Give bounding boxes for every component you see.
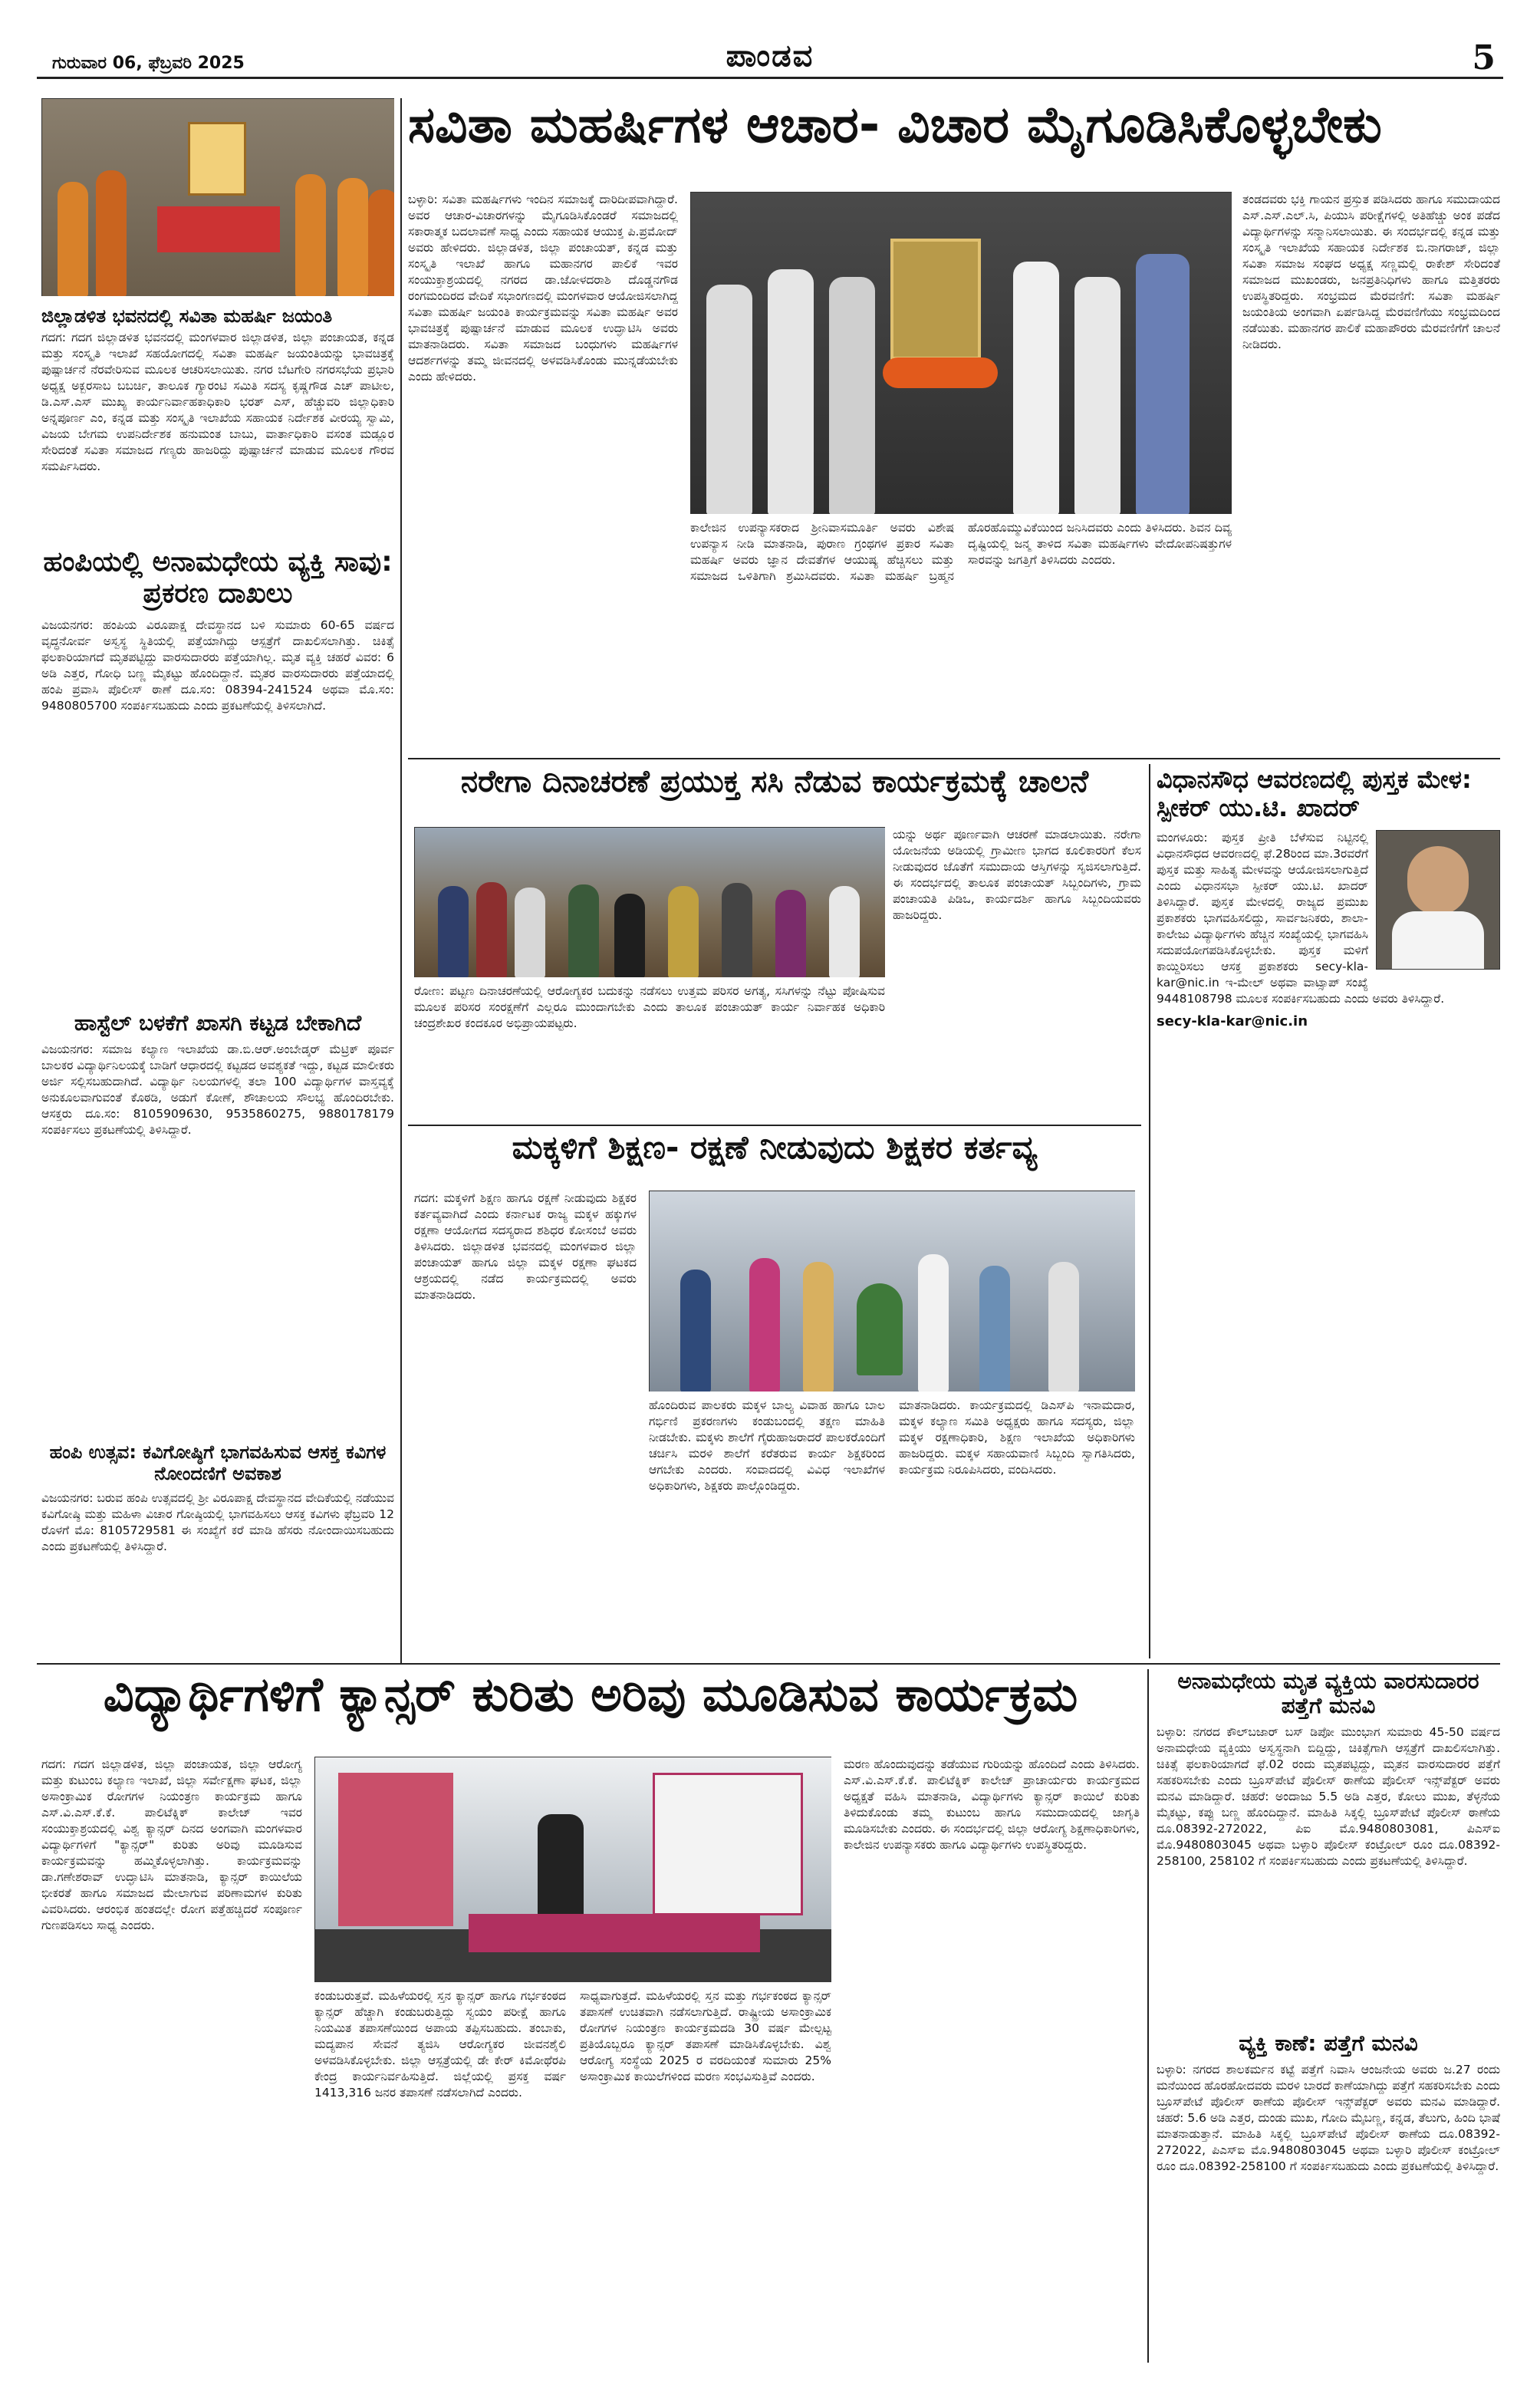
cancer-col-ab bbox=[314, 1988, 831, 2363]
story-body-col2: ಹೊಂದಿರುವ ಪಾಲಕರು ಮಕ್ಕಳ ಬಾಲ್ಯ ವಿವಾಹ ಹಾಗೂ ಬಾಲ ಗರ್ಭಿಣಿ ಪ್ರಕರಣಗಳು ಕಂಡುಬಂದಲ್ಲಿ ತಕ್ಷಣ ಮಾಹಿತಿ ನೀಡಬೇಕು. ಮಕ್ಕಳು ಶಾಲೆಗೆ ಗೈರುಹಾಜರಾದರೆ ಪಾಲಕರೊಂದಿಗೆ ಚರ್ಚಿಸಿ ಮರಳಿ ಶಾಲೆಗೆ ಕರೆತರುವ ಕಾರ್ಯ ಶಿಕ್ಷಕರಿಂದ ಆಗಬೇಕು ಎಂದರು. ಸಂವಾದದಲ್ಲಿ ವಿವಿಧ ಇಲಾಖೆಗಳ ಅಧಿಕಾರಿಗಳು, ಶಿಕ್ಷಕರು ಪಾಲ್ಗೊಂಡಿದ್ದರು. bbox=[649, 1398, 885, 1493]
story-headline: ಸವಿತಾ ಮಹರ್ಷಿಗಳ ಆಚಾರ- ವಿಚಾರ ಮೈಗೂಡಿಸಿಕೊಳ್ಳಬೇಕು bbox=[408, 98, 1382, 154]
savitha-main-col2 bbox=[690, 520, 1232, 752]
story-body: ವಿಜಯನಗರ: ಸಮಾಜ ಕಲ್ಯಾಣ ಇಲಾಖೆಯ ಡಾ.ಬಿ.ಆರ್.ಅಂಬೇಡ್ಕರ್ ಮೆಟ್ರಿಕ್ ಪೂರ್ವ ಬಾಲಕರ ವಿದ್ಯಾರ್ಥಿನಿಲಯಕ್ಕೆ ಬಾಡಿಗೆ ಆಧಾರದಲ್ಲಿ ಕಟ್ಟಡದ ಅವಶ್ಯಕತೆ ಇದ್ದು, ಕಟ್ಟಡ ಮಾಲೀಕರು ಅರ್ಜಿ ಸಲ್ಲಿಸಬಹುದಾಗಿದೆ. ವಿದ್ಯಾರ್ಥಿ ನಿಲಯಗಳಲ್ಲಿ ತಲಾ 100 ವಿದ್ಯಾರ್ಥಿಗಳ ವಾಸ್ತವ್ಯಕ್ಕೆ ಅನುಕೂಲವಾಗುವಂತೆ ಕೊಠಡಿ, ಅಡುಗೆ ಕೋಣೆ, ಶೌಚಾಲಯ ಸೌಲಭ್ಯ ಹೊಂದಿರಬೇಕು. ಆಸಕ್ತರು ದೂ.ಸಂ: 8105909630, 9535860275, 9880178179 ಸಂಪರ್ಕಿಸಲು ಪ್ರಕಟಣೆಯಲ್ಲಿ ತಿಳಿಸಿದ್ದಾರೆ. bbox=[41, 1042, 394, 1138]
cancer-col-left bbox=[41, 1757, 302, 2363]
story-body-col1: ಬಳ್ಳಾರಿ: ಸವಿತಾ ಮಹರ್ಷಿಗಳು ಇಂದಿನ ಸಮಾಜಕ್ಕೆ ದಾರಿದೀಪವಾಗಿದ್ದಾರೆ. ಅವರ ಆಚಾರ-ವಿಚಾರಗಳನ್ನು ಮೈಗೂಡಿಸಿಕೊಂಡರೆ ಸಮಾಜದಲ್ಲಿ ಸಕಾರಾತ್ಮಕ ಬದಲಾವಣೆ ಸಾಧ್ಯ ಎಂದು ಸಹಾಯಕ ಆಯುಕ್ತ ಪಿ.ಪ್ರಮೋದ್ ಅವರು ಹೇಳಿದರು. ಜಿಲ್ಲಾಡಳಿತ, ಜಿಲ್ಲಾ ಪಂಚಾಯತ್, ಕನ್ನಡ ಮತ್ತು ಸಂಸ್ಕೃತಿ ಇಲಾಖೆ ಹಾಗೂ ಮಹಾನಗರ ಪಾಲಿಕೆ ಇವರ ಸಂಯುಕ್ತಾಶ್ರಯದಲ್ಲಿ ನಗರದ ಡಾ.ಜೋಳದರಾಶಿ ದೊಡ್ಡನಗೌಡ ರಂಗಮಂದಿರದ ವೇದಿಕೆ ಸಭಾಂಗಣದಲ್ಲಿ ಮಂಗಳವಾರ ಆಯೋಜಿಸಲಾಗಿದ್ದ ಸವಿತಾ ಮಹರ್ಷಿ ಜಯಂತಿ ಕಾರ್ಯಕ್ರಮವನ್ನು ಸವಿತಾ ಮಹರ್ಷಿ ಅವರ ಭಾವಚಿತ್ರಕ್ಕೆ ಪುಷ್ಪಾರ್ಚನೆ ಮಾಡುವ ಮೂಲಕ ಉದ್ಘಾಟಿಸಿ ಅವರು ಮಾತನಾಡಿದರು. ಸವಿತಾ ಸಮಾಜದ ಬಂಧುಗಳು ಮಹರ್ಷಿಗಳ ಆದರ್ಶಗಳನ್ನು ತಮ್ಮ ಜೀವನದಲ್ಲಿ ಅಳವಡಿಸಿಕೊಂಡು ಮುನ್ನಡೆಯಬೇಕು ಎಂದು ಹೇಳಿದರು. bbox=[408, 193, 678, 384]
story-hampi bbox=[41, 546, 394, 1006]
story-body-col3: ತಂಡದವರು ಭಕ್ತಿ ಗಾಯನ ಪ್ರಸ್ತುತ ಪಡಿಸಿದರು ಹಾಗೂ ಸಮುದಾಯದ ಎಸ್.ಎಸ್.ಎಲ್.ಸಿ, ಪಿಯುಸಿ ಪರೀಕ್ಷೆಗಳಲ್ಲಿ ಅತಿಹೆಚ್ಚು ಅಂಕ ಪಡೆದ ವಿದ್ಯಾರ್ಥಿಗಳನ್ನು ಸನ್ಮಾನಿಸಲಾಯಿತು. ಈ ಸಂದರ್ಭದಲ್ಲಿ ಕನ್ನಡ ಮತ್ತು ಸಂಸ್ಕೃತಿ ಇಲಾಖೆಯ ಸಹಾಯಕ ನಿರ್ದೇಶಕ ಬಿ.ನಾಗರಾಜ್, ಜಿಲ್ಲಾ ಸವಿತಾ ಸಮಾಜ ಸಂಘದ ಅಧ್ಯಕ್ಷ ಸಣ್ಣಮಲ್ಲಿ ರಾಕೇಶ್ ಸೇರಿದಂತೆ ಸಮಾಜದ ಮುಖಂಡರು, ಜನಪ್ರತಿನಿಧಿಗಳು ಹಾಗೂ ಮತ್ತಿತರರು ಉಪಸ್ಥಿತರಿದ್ದರು. ಸಂಭ್ರಮದ ಮೆರವಣಿಗೆ: ಸವಿತಾ ಮಹರ್ಷಿ ಜಯಂತಿಯ ಅಂಗವಾಗಿ ಏರ್ಪಡಿಸಿದ್ದ ಮೆರವಣಿಗೆಯು ಸಂಭ್ರಮದಿಂದ ನಡೆಯಿತು. ಮಹಾನಗರ ಪಾಲಿಕೆ ಮಹಾಪೌರರು ಮೆರವಣಿಗೆಗೆ ಚಾಲನೆ ನೀಡಿದರು. bbox=[1242, 193, 1500, 351]
story-unidentified bbox=[1157, 1669, 1500, 2025]
cancer-photo bbox=[314, 1757, 831, 1982]
story-headline: ಅನಾಮಧೇಯ ಮೃತ ವ್ಯಕ್ತಿಯ ವಾರಸುದಾರರ ಪತ್ತೆಗೆ ಮನವಿ bbox=[1177, 1669, 1479, 1719]
story-headline: ಹಂಪಿಯಲ್ಲಿ ಅನಾಮಧೇಯ ವ್ಯಕ್ತಿ ಸಾವು: ಪ್ರಕರಣ ದಾಖಲು bbox=[43, 546, 393, 610]
story-headline: ವಿಧಾನಸೌಧ ಆವರಣದಲ್ಲಿ ಪುಸ್ತಕ ಮೇಳ: ಸ್ಪೀಕರ್ ಯು.ಟಿ. ಖಾದರ್ bbox=[1157, 766, 1472, 822]
story-headline: ಮಕ್ಕಳಿಗೆ ಶಿಕ್ಷಣ- ರಕ್ಷಣೆ ನೀಡುವುದು ಶಿಕ್ಷಕರ ಕರ್ತವ್ಯ bbox=[512, 1131, 1038, 1166]
story-body-col3: ಮಾತನಾಡಿದರು. ಕಾರ್ಯಕ್ರಮದಲ್ಲಿ ಡಿಎಸ್‌ಪಿ ಇನಾಮದಾರ, ಮಕ್ಕಳ ಕಲ್ಯಾಣ ಸಮಿತಿ ಅಧ್ಯಕ್ಷರು ಹಾಗೂ ಸದಸ್ಯರು, ಜಿಲ್ಲಾ ಮಕ್ಕಳ ರಕ್ಷಣಾಧಿಕಾರಿ, ಶಿಕ್ಷಣ ಇಲಾಖೆಯ ಅಧಿಕಾರಿಗಳು ಹಾಜರಿದ್ದರು. ಮಕ್ಕಳ ಸಹಾಯವಾಣಿ ಸಿಬ್ಬಂದಿ ಸ್ವಾಗತಿಸಿದರು, ಕಾರ್ಯಕ್ರಮ ನಿರೂಪಿಸಿದರು, ವಂದಿಸಿದರು. bbox=[899, 1398, 1135, 1477]
contact-email[interactable]: secy-kla-kar@nic.in bbox=[1157, 1013, 1308, 1029]
savitha-main-photo bbox=[690, 192, 1232, 514]
story-headline: ನರೇಗಾ ದಿನಾಚರಣೆ ಪ್ರಯುಕ್ತ ಸಸಿ ನೆಡುವ ಕಾರ್ಯಕ್ರಮಕ್ಕೆ ಚಾಲನೆ bbox=[460, 766, 1089, 799]
story-body: ವಿಜಯನಗರ: ಹಂಪಿಯ ವಿರೂಪಾಕ್ಷ ದೇವಸ್ಥಾನದ ಬಳಿ ಸುಮಾರು 60-65 ವರ್ಷದ ವೃದ್ಧನೋರ್ವ ಅಸ್ವಸ್ಥ ಸ್ಥಿತಿಯಲ್ಲಿ ಪತ್ತೆಯಾಗಿದ್ದು ಆಸ್ಪತ್ರೆಗೆ ದಾಖಲಿಸಲಾಗಿತ್ತು. ಚಿಕಿತ್ಸೆ ಫಲಕಾರಿಯಾಗದೆ ಮೃತಪಟ್ಟಿದ್ದು ವಾರಸುದಾರರು ಪತ್ತೆಯಾಗಿಲ್ಲ. ಮೃತ ವ್ಯಕ್ತಿ ಚಹರೆ ವಿವರ: 6 ಅಡಿ ಎತ್ತರ, ಗೋಧಿ ಬಣ್ಣ ಮೈಕಟ್ಟು ಹೊಂದಿದ್ದಾನೆ. ಮೃತರ ವಾರಸುದಾರರು ಪತ್ತೆಯಾದಲ್ಲಿ ಹಂಪಿ ಪ್ರವಾಸಿ ಪೊಲೀಸ್ ಠಾಣೆ ದೂ.ಸಂ: 08394-241524 ಅಥವಾ ಮೊ.ಸಂ: 9480805700 ಸಂಪರ್ಕಿಸಬಹುದು ಎಂದು ಪ್ರಕಟಣೆಯಲ್ಲಿ ತಿಳಿಸಲಾಗಿದೆ. bbox=[41, 618, 394, 713]
savitha-main-col3 bbox=[1242, 192, 1500, 752]
story-missing bbox=[1157, 2031, 1500, 2363]
story-savitha-left bbox=[41, 301, 394, 546]
speaker-photo bbox=[1376, 830, 1500, 970]
savitha-left-photo bbox=[41, 98, 394, 296]
story-cancer-headline-box bbox=[41, 1669, 1140, 1746]
story-body-left: ಗದಗ: ಗದಗ ಜಿಲ್ಲಾಡಳಿತ, ಜಿಲ್ಲಾ ಪಂಚಾಯತ, ಜಿಲ್ಲಾ ಆರೋಗ್ಯ ಮತ್ತು ಕುಟುಂಬ ಕಲ್ಯಾಣ ಇಲಾಖೆ, ಜಿಲ್ಲಾ ಸರ್ವೇಕ್ಷಣಾ ಘಟಕ, ಜಿಲ್ಲಾ ಅಸಾಂಕ್ರಾಮಿಕ ರೋಗಗಳ ನಿಯಂತ್ರಣ ಕಾರ್ಯಕ್ರಮ ಹಾಗೂ ಎಸ್.ವಿ.ಎಸ್.ಕೆ.ಕೆ. ಪಾಲಿಟೆಕ್ನಿಕ್ ಕಾಲೇಜ್ ಇವರ ಸಂಯುಕ್ತಾಶ್ರಯದಲ್ಲಿ ವಿಶ್ವ ಕ್ಯಾನ್ಸರ್ ದಿನದ ಅಂಗವಾಗಿ ಮಂಗಳವಾರ ವಿದ್ಯಾರ್ಥಿಗಳಿಗೆ "ಕ್ಯಾನ್ಸರ್" ಕುರಿತು ಅರಿವು ಮೂಡಿಸುವ ಕಾರ್ಯಕ್ರಮವನ್ನು ಹಮ್ಮಿಕೊಳ್ಳಲಾಗಿತ್ತು. ಕಾರ್ಯಕ್ರಮವನ್ನು ಡಾ.ಗಣೇಶರಾವ್ ಉದ್ಘಾಟಿಸಿ ಮಾತನಾಡಿ, ಕ್ಯಾನ್ಸರ್ ಕಾಯಿಲೆಯ ಭೀಕರತೆ ಹಾಗೂ ಸಮಾಜದ ಮೇಲಾಗುವ ಪರಿಣಾಮಗಳ ಕುರಿತು ವಿವರಿಸಿದರು. ಆರಂಭಿಕ ಹಂತದಲ್ಲೇ ರೋಗ ಪತ್ತೆಹಚ್ಚಿದರೆ ಸಂಪೂರ್ಣ ಗುಣಪಡಿಸಲು ಸಾಧ್ಯ ಎಂದರು. bbox=[41, 1757, 302, 1932]
section-divider bbox=[408, 1125, 1141, 1126]
story-body: ಮಂಗಳೂರು: ಪುಸ್ತಕ ಪ್ರೀತಿ ಬೆಳೆಸುವ ನಿಟ್ಟಿನಲ್ಲಿ ವಿಧಾನಸೌಧದ ಆವರಣದಲ್ಲಿ ಫೆ.28ರಿಂದ ಮಾ.3ರವರೆಗೆ ಪುಸ್ತಕ ಮತ್ತು ಸಾಹಿತ್ಯ ಮೇಳವನ್ನು ಆಯೋಜಿಸಲಾಗುತ್ತಿದೆ ಎಂದು ವಿಧಾನಸಭಾ ಸ್ಪೀಕರ್ ಯು.ಟಿ. ಖಾದರ್ ತಿಳಿಸಿದ್ದಾರೆ. ಪುಸ್ತಕ ಮೇಳದಲ್ಲಿ ರಾಜ್ಯದ ಪ್ರಮುಖ ಪ್ರಕಾಶಕರು ಭಾಗವಹಿಸಲಿದ್ದು, ಸಾರ್ವಜನಿಕರು, ಶಾಲಾ-ಕಾಲೇಜು ವಿದ್ಯಾರ್ಥಿಗಳು ಹೆಚ್ಚಿನ ಸಂಖ್ಯೆಯಲ್ಲಿ ಭಾಗವಹಿಸಿ ಸದುಪಯೋಗಪಡಿಸಿಕೊಳ್ಳಬೇಕು. ಪುಸ್ತಕ ಮಳಿಗೆ ಕಾಯ್ದಿರಿಸಲು ಆಸಕ್ತ ಪ್ರಕಾಶಕರು secy-kla-kar@nic.in ಇ-ಮೇಲ್ ಅಥವಾ ವಾಟ್ಸಾಪ್ ಸಂಖ್ಯೆ 9448108798 ಮೂಲಕ ಸಂಪರ್ಕಿಸಬಹುದು ಎಂದು ಅವರು ತಿಳಿಸಿದ್ದಾರೆ. bbox=[1157, 830, 1445, 1006]
story-body: ಬಳ್ಳಾರಿ: ನಗರದ ಶಾಲಕರ್ಮನ ಕಟ್ಟೆ ಪತ್ತೆಗೆ ನಿವಾಸಿ ಆಂಜನೇಯ ಅವರು ಜ.27 ರಂದು ಮನೆಯಿಂದ ಹೊರಹೋದವರು ಮರಳಿ ಬಾರದೆ ಕಾಣೆಯಾಗಿದ್ದು ಪತ್ತೆಗೆ ಸಹಕರಿಸಬೇಕು ಎಂದು ಬ್ರೂಸ್‌ಪೇಟೆ ಪೊಲೀಸ್ ಠಾಣೆಯ ಪೊಲೀಸ್ ಇನ್ಸ್‌ಪೆಕ್ಟರ್ ಅವರು ಮನವಿ ಮಾಡಿದ್ದಾರೆ. ಚಹರೆ: 5.6 ಅಡಿ ಎತ್ತರ, ದುಂಡು ಮುಖ, ಗೋದಿ ಮೈಬಣ್ಣ, ಕನ್ನಡ, ತೆಲುಗು, ಹಿಂದಿ ಭಾಷೆ ಮಾತನಾಡುತ್ತಾನೆ. ಮಾಹಿತಿ ಸಿಕ್ಕಲ್ಲಿ ಬ್ರೂಸ್‌ಪೇಟೆ ಪೊಲೀಸ್ ಠಾಣೆಯ ದೂ.08392-272022, ಪಿಎಸ್‌ಐ ಮೊ.9480803045 ಅಥವಾ ಬಳ್ಳಾರಿ ಪೊಲೀಸ್ ಕಂಟ್ರೋಲ್ ರೂಂ ದೂ.08392-258100 ಗೆ ಸಂಪರ್ಕಿಸಬಹುದು ಎಂದು ಪ್ರಕಟಣೆಯಲ್ಲಿ ತಿಳಿಸಿದ್ದಾರೆ. bbox=[1157, 2063, 1500, 2174]
story-body: ವಿಜಯನಗರ: ಬರುವ ಹಂಪಿ ಉತ್ಸವದಲ್ಲಿ ಶ್ರೀ ವಿರೂಪಾಕ್ಷ ದೇವಸ್ಥಾನದ ವೇದಿಕೆಯಲ್ಲಿ ನಡೆಯುವ ಕವಿಗೋಷ್ಠಿ ಮತ್ತು ಮಹಿಳಾ ವಿಚಾರ ಗೋಷ್ಠಿಯಲ್ಲಿ ಭಾಗವಹಿಸಲು ಆಸಕ್ತ ಕವಿಗಳು ಫೆಬ್ರವರಿ 12 ರೊಳಗೆ ಮೊ: 8105729581 ಈ ಸಂಖ್ಯೆಗೆ ಕರೆ ಮಾಡಿ ಹೆಸರು ನೋಂದಾಯಿಸಬಹುದು ಎಂದು ಪ್ರಕಟಣೆಯಲ್ಲಿ ತಿಳಿಸಿದ್ದಾರೆ. bbox=[41, 1491, 394, 1554]
column-divider bbox=[1149, 764, 1150, 1658]
story-body-a: ಕಂಡುಬರುತ್ತವೆ. ಮಹಿಳೆಯರಲ್ಲಿ ಸ್ತನ ಕ್ಯಾನ್ಸರ್ ಹಾಗೂ ಗರ್ಭಕಂಠದ ಕ್ಯಾನ್ಸರ್ ಹೆಚ್ಚಾಗಿ ಕಂಡುಬರುತ್ತಿದ್ದು ಸ್ವಯಂ ಪರೀಕ್ಷೆ ಹಾಗೂ ನಿಯಮಿತ ತಪಾಸಣೆಯಿಂದ ಅಪಾಯ ತಪ್ಪಿಸಬಹುದು. ತಂಬಾಕು, ಮದ್ಯಪಾನ ಸೇವನೆ ತ್ಯಜಿಸಿ ಆರೋಗ್ಯಕರ ಜೀವನಶೈಲಿ ಅಳವಡಿಸಿಕೊಳ್ಳಬೇಕು. ಜಿಲ್ಲಾ ಆಸ್ಪತ್ರೆಯಲ್ಲಿ ಡೇ ಕೇರ್ ಕಿಮೋಥೆರಪಿ ಕೇಂದ್ರ ಕಾರ್ಯನಿರ್ವಹಿಸುತ್ತಿದೆ. ಜಿಲ್ಲೆಯಲ್ಲಿ ಪ್ರಸಕ್ತ ವರ್ಷ 1413,316 ಜನರ ತಪಾಸಣೆ ನಡೆಸಲಾಗಿದೆ ಎಂದರು. bbox=[314, 1989, 566, 2100]
issue-date: ಗುರುವಾರ 06, ಫೆಬ್ರವರಿ 2025 bbox=[52, 54, 245, 73]
story-headline: ಜಿಲ್ಲಾಡಳಿತ ಭವನದಲ್ಲಿ ಸವಿತಾ ಮಹರ್ಷಿ ಜಯಂತಿ bbox=[41, 305, 333, 327]
story-nrega-headline-box bbox=[408, 766, 1141, 819]
nrega-photo bbox=[414, 827, 885, 977]
story-savitha-main-headline-box bbox=[408, 98, 1500, 183]
story-utsav bbox=[41, 1442, 394, 1649]
story-hostel bbox=[41, 1011, 394, 1441]
story-body: ಗದಗ: ಗದಗ ಜಿಲ್ಲಾಡಳಿತ ಭವನದಲ್ಲಿ ಮಂಗಳವಾರ ಜಿಲ್ಲಾಡಳಿತ, ಜಿಲ್ಲಾ ಪಂಚಾಯತ, ಕನ್ನಡ ಮತ್ತು ಸಂಸ್ಕೃತಿ ಇಲಾಖೆ ಸಹಯೋಗದಲ್ಲಿ ಸವಿತಾ ಮಹರ್ಷಿ ಜಯಂತಿಯನ್ನು ಭಾವಚಿತ್ರಕ್ಕೆ ಪುಷ್ಪಾರ್ಚನೆ ನೆರವೇರಿಸುವ ಮೂಲಕ ಆಚರಿಸಲಾಯಿತು. ನಗರ ಬೆಟಗೇರಿ ನಗರಸಭೆಯ ಪ್ರಭಾರಿ ಅಧ್ಯಕ್ಷ ಅಕ್ಬರಸಾಬ ಬಬರ್ಚಿ, ತಾಲೂಕ ಗ್ಯಾರಂಟಿ ಸಮಿತಿ ಸದಸ್ಯ ಕೃಷ್ಣಗೌಡ ಎಚ್ ಪಾಟೀಲ, ಡಿ.ಎಸ್.ಎಸ್ ಮುಖ್ಯ ಕಾರ್ಯನಿರ್ವಾಹಕಾಧಿಕಾರಿ ಭರತ್ ಎಸ್, ಹೆಚ್ಚುವರಿ ಜಿಲ್ಲಾಧಿಕಾರಿ ಅನ್ನಪೂರ್ಣ ಎಂ, ಕನ್ನಡ ಮತ್ತು ಸಂಸ್ಕೃತಿ ಇಲಾಖೆಯ ಸಹಾಯಕ ನಿರ್ದೇಶಕ ವೀರಯ್ಯ ಸ್ವಾಮಿ, ವಿಜಯ ಬೇಗಮ ಉಪನಿರ್ದೇಶಕ ಹನುಮಂತ ಬಾಬು, ವಾರ್ತಾಧಿಕಾರಿ ವಸಂತ ಮಡ್ಲೂರ ಸೇರಿದಂತೆ ಸವಿತಾ ಸಮಾಜದ ಗಣ್ಯರು ಹಾಜರಿದ್ದು ಪುಷ್ಪಾರ್ಚನೆ ಮಾಡುವ ಮೂಲಕ ಗೌರವ ಸಮರ್ಪಿಸಿದರು. bbox=[41, 331, 394, 473]
story-body: ಬಳ್ಳಾರಿ: ನಗರದ ಕೌಲ್‌ಬಜಾರ್ ಬಸ್ ಡಿಪೋ ಮುಂಭಾಗ ಸುಮಾರು 45-50 ವರ್ಷದ ಅನಾಮಧೇಯ ವ್ಯಕ್ತಿಯು ಅಸ್ವಸ್ಥನಾಗಿ ಬಿದ್ದಿದ್ದು, ಚಿಕಿತ್ಸೆಗಾಗಿ ಆಸ್ಪತ್ರೆಗೆ ದಾಖಲಿಸಲಾಗಿತ್ತು. ಚಿಕಿತ್ಸೆ ಫಲಕಾರಿಯಾಗದೆ ಫೆ.02 ರಂದು ಮೃತಪಟ್ಟಿದ್ದು, ಮೃತನ ವಾರಸುದಾರರ ಪತ್ತೆಗೆ ಸಹಕರಿಸಬೇಕು ಎಂದು ಬ್ರೂಸ್‌ಪೇಟೆ ಪೊಲೀಸ್ ಠಾಣೆಯ ಪೊಲೀಸ್ ಇನ್ಸ್‌ಪೆಕ್ಟರ್ ಅವರು ಮನವಿ ಮಾಡಿದ್ದಾರೆ. ಚಹರೆ: ಅಂದಾಜು 5.5 ಅಡಿ ಎತ್ತರ, ಕೋಲು ಮುಖ, ತೆಳ್ಳನೆಯ ಮೈಕಟ್ಟು, ಕಪ್ಪು ಬಣ್ಣ ಹೊಂದಿದ್ದಾನೆ. ಮಾಹಿತಿ ಸಿಕ್ಕಲ್ಲಿ ಬ್ರೂಸ್‌ಪೇಟೆ ಪೊಲೀಸ್ ಠಾಣೆಯ ದೂ.08392-272022, ಪಿಐ ಮೊ.9480803081, ಪಿಎಸ್‌ಐ ಮೊ.9480803045 ಅಥವಾ ಬಳ್ಳಾರಿ ಪೊಲೀಸ್ ಕಂಟ್ರೋಲ್ ರೂಂ ದೂ.08392-258100, 258102 ಗೆ ಸಂಪರ್ಕಿಸಬಹುದು ಎಂದು ಪ್ರಕಟಣೆಯಲ್ಲಿ ತಿಳಿಸಿದ್ದಾರೆ. bbox=[1157, 1725, 1500, 1869]
section-divider bbox=[37, 1663, 1500, 1665]
cancer-col-c bbox=[844, 1757, 1140, 2363]
story-body-b: ಸಾಧ್ಯವಾಗುತ್ತದೆ. ಮಹಿಳೆಯರಲ್ಲಿ ಸ್ತನ ಮತ್ತು ಗರ್ಭಕಂಠದ ಕ್ಯಾನ್ಸರ್ ತಪಾಸಣೆ ಉಚಿತವಾಗಿ ನಡೆಸಲಾಗುತ್ತಿದೆ. ರಾಷ್ಟ್ರೀಯ ಅಸಾಂಕ್ರಾಮಿಕ ರೋಗಗಳ ನಿಯಂತ್ರಣ ಕಾರ್ಯಕ್ರಮದಡಿ 30 ವರ್ಷ ಮೇಲ್ಪಟ್ಟ ಪ್ರತಿಯೊಬ್ಬರೂ ಕ್ಯಾನ್ಸರ್ ತಪಾಸಣೆ ಮಾಡಿಸಿಕೊಳ್ಳಬೇಕು. ವಿಶ್ವ ಆರೋಗ್ಯ ಸಂಸ್ಥೆಯ 2025 ರ ವರದಿಯಂತೆ ಸುಮಾರು 25% ಅಸಾಂಕ್ರಾಮಿಕ ಕಾಯಿಲೆಗಳಿಂದ ಮರಣ ಸಂಭವಿಸುತ್ತಿವೆ ಎಂದರು. bbox=[580, 1989, 831, 2083]
masthead: ಪಾಂಡವ bbox=[726, 38, 814, 74]
story-body-c: ಮರಣ ಹೊಂದುವುದನ್ನು ತಡೆಯುವ ಗುರಿಯನ್ನು ಹೊಂದಿದೆ ಎಂದು ತಿಳಿಸಿದರು. ಎಸ್.ವಿ.ಎಸ್.ಕೆ.ಕೆ. ಪಾಲಿಟೆಕ್ನಿಕ್ ಕಾಲೇಜ್ ಪ್ರಾಚಾರ್ಯರು ಕಾರ್ಯಕ್ರಮದ ಅಧ್ಯಕ್ಷತೆ ವಹಿಸಿ ಮಾತನಾಡಿ, ವಿದ್ಯಾರ್ಥಿಗಳು ಕ್ಯಾನ್ಸರ್ ಕಾಯಿಲೆ ಕುರಿತು ತಿಳಿದುಕೊಂಡು ತಮ್ಮ ಕುಟುಂಬ ಹಾಗೂ ಸಮುದಾಯದಲ್ಲಿ ಜಾಗೃತಿ ಮೂಡಿಸಬೇಕು ಎಂದರು. ಈ ಸಂದರ್ಭದಲ್ಲಿ ಜಿಲ್ಲಾ ಆರೋಗ್ಯ ಶಿಕ್ಷಣಾಧಿಕಾರಿಗಳು, ಕಾಲೇಜಿನ ಉಪನ್ಯಾಸಕರು ಹಾಗೂ ವಿದ್ಯಾರ್ಥಿಗಳು ಉಪಸ್ಥಿತರಿದ್ದರು. bbox=[844, 1757, 1140, 1852]
story-children-headline-box bbox=[408, 1131, 1141, 1184]
children-col1 bbox=[414, 1191, 637, 1658]
children-col2-3 bbox=[649, 1398, 1135, 1658]
nrega-col1 bbox=[414, 983, 885, 1118]
section-divider bbox=[408, 758, 1500, 759]
savitha-main-col1 bbox=[408, 192, 678, 752]
children-photo bbox=[649, 1191, 1135, 1392]
nrega-col2 bbox=[893, 827, 1141, 1118]
story-headline: ವ್ಯಕ್ತಿ ಕಾಣೆ: ಪತ್ತೆಗೆ ಮನವಿ bbox=[1239, 2031, 1418, 2056]
story-headline: ವಿದ್ಯಾರ್ಥಿಗಳಿಗೆ ಕ್ಯಾನ್ಸರ್ ಕುರಿತು ಅರಿವು ಮೂಡಿಸುವ ಕಾರ್ಯಕ್ರಮ bbox=[103, 1669, 1078, 1722]
column-divider bbox=[1147, 1669, 1149, 2363]
page-header bbox=[37, 37, 1503, 79]
story-body-col2: ಕಾಲೇಜಿನ ಉಪನ್ಯಾಸಕರಾದ ಶ್ರೀನಿವಾಸಮೂರ್ತಿ ಅವರು ವಿಶೇಷ ಉಪನ್ಯಾಸ ನೀಡಿ ಮಾತನಾಡಿ, ಪುರಾಣ ಗ್ರಂಥಗಳ ಪ್ರಕಾರ ಸವಿತಾ ಮಹರ್ಷಿ ಅವರು ಜ್ಞಾನ ದೇವತೆಗಳ ಆಯುಷ್ಯ ಹೆಚ್ಚಿಸಲು ಮತ್ತು ಸಮಾಜದ ಒಳಿತಿಗಾಗಿ ಶ್ರಮಿಸಿದವರು. ಸವಿತಾ ಮಹರ್ಷಿ ಬ್ರಹ್ಮನ ಹೊರಹೊಮ್ಮುವಿಕೆಯಿಂದ ಜನಿಸಿದವರು ಎಂದು ತಿಳಿಸಿದರು. ಶಿವನ ದಿವ್ಯ ದೃಷ್ಟಿಯಲ್ಲಿ ಜನ್ಮ ತಾಳಿದ ಸವಿತಾ ಮಹರ್ಷಿಗಳು ವೇದೋಪನಿಷತ್ತುಗಳ ಸಾರವನ್ನು ಜಗತ್ತಿಗೆ ತಿಳಿಸಿದರು ಎಂದರು. bbox=[690, 521, 1232, 583]
story-body-col2: ಯನ್ನು ಅರ್ಥ ಪೂರ್ಣವಾಗಿ ಆಚರಣೆ ಮಾಡಲಾಯಿತು. ನರೇಗಾ ಯೋಜನೆಯ ಅಡಿಯಲ್ಲಿ ಗ್ರಾಮೀಣ ಭಾಗದ ಕೂಲಿಕಾರರಿಗೆ ಕೆಲಸ ನೀಡುವುದರ ಜೊತೆಗೆ ಸಮುದಾಯ ಆಸ್ತಿಗಳನ್ನು ಸೃಜಿಸಲಾಗುತ್ತಿದೆ. ಈ ಸಂದರ್ಭದಲ್ಲಿ ತಾಲೂಕ ಪಂಚಾಯತ್ ಸಿಬ್ಬಂದಿಗಳು, ಗ್ರಾಮ ಪಂಚಾಯತಿ ಪಿಡಿಒ, ಕಾರ್ಯದರ್ಶಿ ಹಾಗೂ ಸಿಬ್ಬಂದಿಯವರು ಹಾಜರಿದ್ದರು. bbox=[893, 828, 1141, 922]
story-headline: ಹಂಪಿ ಉತ್ಸವ: ಕವಿಗೋಷ್ಠಿಗೆ ಭಾಗವಹಿಸುವ ಆಸಕ್ತ ಕವಿಗಳ ನೋಂದಣಿಗೆ ಅವಕಾಶ bbox=[49, 1442, 387, 1484]
page-number: 5 bbox=[1472, 38, 1496, 77]
story-body-col1: ಗದಗ: ಮಕ್ಕಳಿಗೆ ಶಿಕ್ಷಣ ಹಾಗೂ ರಕ್ಷಣೆ ನೀಡುವುದು ಶಿಕ್ಷಕರ ಕರ್ತವ್ಯವಾಗಿದೆ ಎಂದು ಕರ್ನಾಟಕ ರಾಜ್ಯ ಮಕ್ಕಳ ಹಕ್ಕುಗಳ ರಕ್ಷಣಾ ಆಯೋಗದ ಸದಸ್ಯರಾದ ಶಶಿಧರ ಕೋಸಂಬೆ ಅವರು ತಿಳಿಸಿದರು. ಜಿಲ್ಲಾಡಳಿತ ಭವನದಲ್ಲಿ ಮಂಗಳವಾರ ಜಿಲ್ಲಾ ಪಂಚಾಯತ್ ಹಾಗೂ ಜಿಲ್ಲಾ ಮಕ್ಕಳ ರಕ್ಷಣಾ ಘಟಕದ ಆಶ್ರಯದಲ್ಲಿ ನಡೆದ ಕಾರ್ಯಕ್ರಮದಲ್ಲಿ ಅವರು ಮಾತನಾಡಿದರು. bbox=[414, 1191, 637, 1302]
story-headline: ಹಾಸ್ಟೆಲ್ ಬಳಕೆಗೆ ಖಾಸಗಿ ಕಟ್ಟಡ ಬೇಕಾಗಿದೆ bbox=[74, 1011, 362, 1036]
story-body-col1: ರೋಣ: ಪಟ್ಟಣ ದಿನಾಚರಣೆಯಲ್ಲಿ ಆರೋಗ್ಯಕರ ಬದುಕನ್ನು ನಡೆಸಲು ಉತ್ತಮ ಪರಿಸರ ಅಗತ್ಯ, ಸಸಿಗಳನ್ನು ನೆಟ್ಟು ಪೋಷಿಸುವ ಮೂಲಕ ಪರಿಸರ ಸಂರಕ್ಷಣೆಗೆ ಎಲ್ಲರೂ ಮುಂದಾಗಬೇಕು ಎಂದು ತಾಲೂಕ ಪಂಚಾಯತ್ ಕಾರ್ಯ ನಿರ್ವಾಹಕ ಅಧಿಕಾರಿ ಚಂದ್ರಶೇಖರ ಕಂದಕೂರ ಅಭಿಪ್ರಾಯಪಟ್ಟರು. bbox=[414, 984, 885, 1030]
story-vidhana bbox=[1157, 766, 1500, 1658]
column-divider bbox=[400, 98, 402, 1663]
